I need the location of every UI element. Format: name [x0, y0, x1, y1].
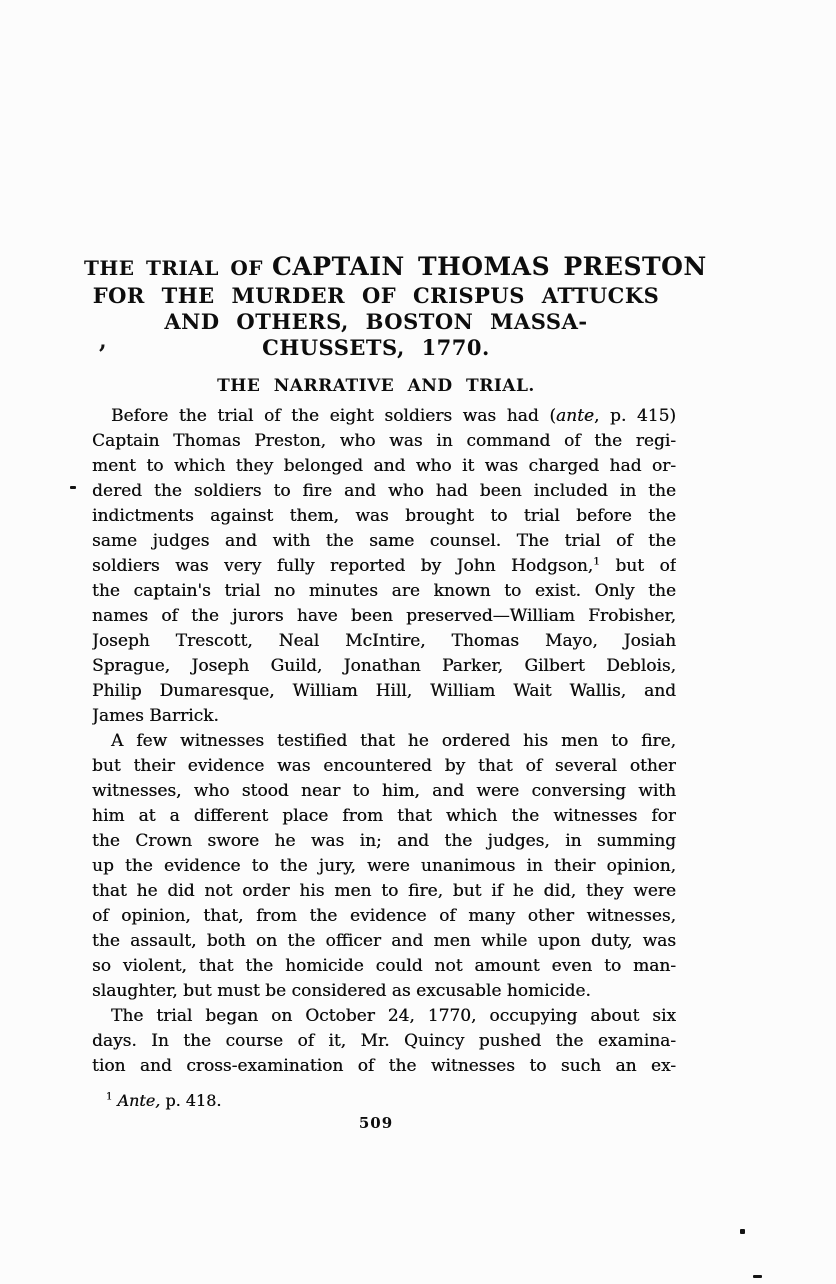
paragraph-3: [92, 1004, 676, 1079]
stray-mark: [753, 1275, 762, 1278]
text-line: The trial began on October 24, 1770, occupying about six: [111, 1006, 676, 1026]
text-line: but their evidence was encountered by that of several other: [92, 756, 676, 776]
text-line: soldiers was very fully reported by John Hodgson,$^1$ but of: [92, 555, 676, 576]
text-line: up the evidence to the jury, were unanimous in their opinion,: [92, 856, 676, 876]
text-line: Captain Thomas Preston, who was in command of the regi-: [92, 431, 676, 451]
text-line: that he did not order his men to fire, but if he did, they were: [92, 881, 676, 901]
text-line: the Crown swore he was in; and the judges, in summing: [92, 831, 676, 851]
stray-mark: ,: [99, 328, 107, 354]
stray-mark: [70, 486, 76, 489]
text-line: tion and cross-examination of the witnesses to such an ex-: [92, 1056, 676, 1076]
text-line: Philip Dumaresque, William Hill, William Wait Wallis, and: [92, 681, 676, 701]
text-line: James Barrick.: [92, 706, 219, 726]
text-line: same judges and with the same counsel. The trial of the: [92, 531, 676, 551]
stray-mark: [740, 1229, 745, 1234]
text-line: Before the trial of the eight soldiers was had (ante, p. 415): [111, 406, 676, 426]
text-line: ment to which they belonged and who it was charged had or-: [92, 456, 676, 476]
title-line-4: CHUSSETS, 1770.: [262, 335, 490, 360]
text-line: of opinion, that, from the evidence of many other witnesses,: [92, 906, 676, 926]
text-line: A few witnesses testified that he ordered his men to fire,: [111, 731, 676, 751]
title-line-1-prefix: THE TRIAL OF: [84, 256, 264, 280]
text-line: $^1$ Ante, p. 418.: [106, 1091, 222, 1110]
text-line: names of the jurors have been preserved—William Frobisher,: [92, 606, 676, 626]
text-line: days. In the course of it, Mr. Quincy pushed the examina-: [92, 1031, 676, 1051]
text-line: witnesses, who stood near to him, and were conversing with: [92, 781, 676, 801]
text-line: Sprague, Joseph Guild, Jonathan Parker, Gilbert Deblois,: [92, 656, 676, 676]
text-line: Joseph Trescott, Neal McIntire, Thomas Mayo, Josiah: [92, 631, 676, 651]
footnote: [106, 1090, 666, 1112]
title-line-1: [84, 252, 707, 283]
text-line: the assault, both on the officer and men while upon duty, was: [92, 931, 676, 951]
body-text: [92, 404, 676, 1079]
paragraph-1: [92, 404, 676, 729]
text-line: dered the soldiers to fire and who had been included in the: [92, 481, 676, 501]
title-line-1-main: CAPTAIN THOMAS PRESTON: [272, 252, 707, 281]
text-line: slaughter, but must be considered as excusable homicide.: [92, 981, 591, 1001]
paragraph-2: [92, 729, 676, 1004]
title-line-3: AND OTHERS, BOSTON MASSA-: [164, 309, 588, 334]
text-line: him at a different place from that which the witnesses for: [92, 806, 676, 826]
section-heading: THE NARRATIVE AND TRIAL.: [217, 376, 535, 396]
document-title: [84, 252, 707, 361]
text-line: so violent, that the homicide could not amount even to man-: [92, 956, 676, 976]
title-line-2: FOR THE MURDER OF CRISPUS ATTUCKS: [92, 283, 660, 308]
page-number: 509: [358, 1114, 394, 1132]
text-line: the captain's trial no minutes are known to exist. Only the: [92, 581, 676, 601]
text-line: indictments against them, was brought to trial before the: [92, 506, 676, 526]
